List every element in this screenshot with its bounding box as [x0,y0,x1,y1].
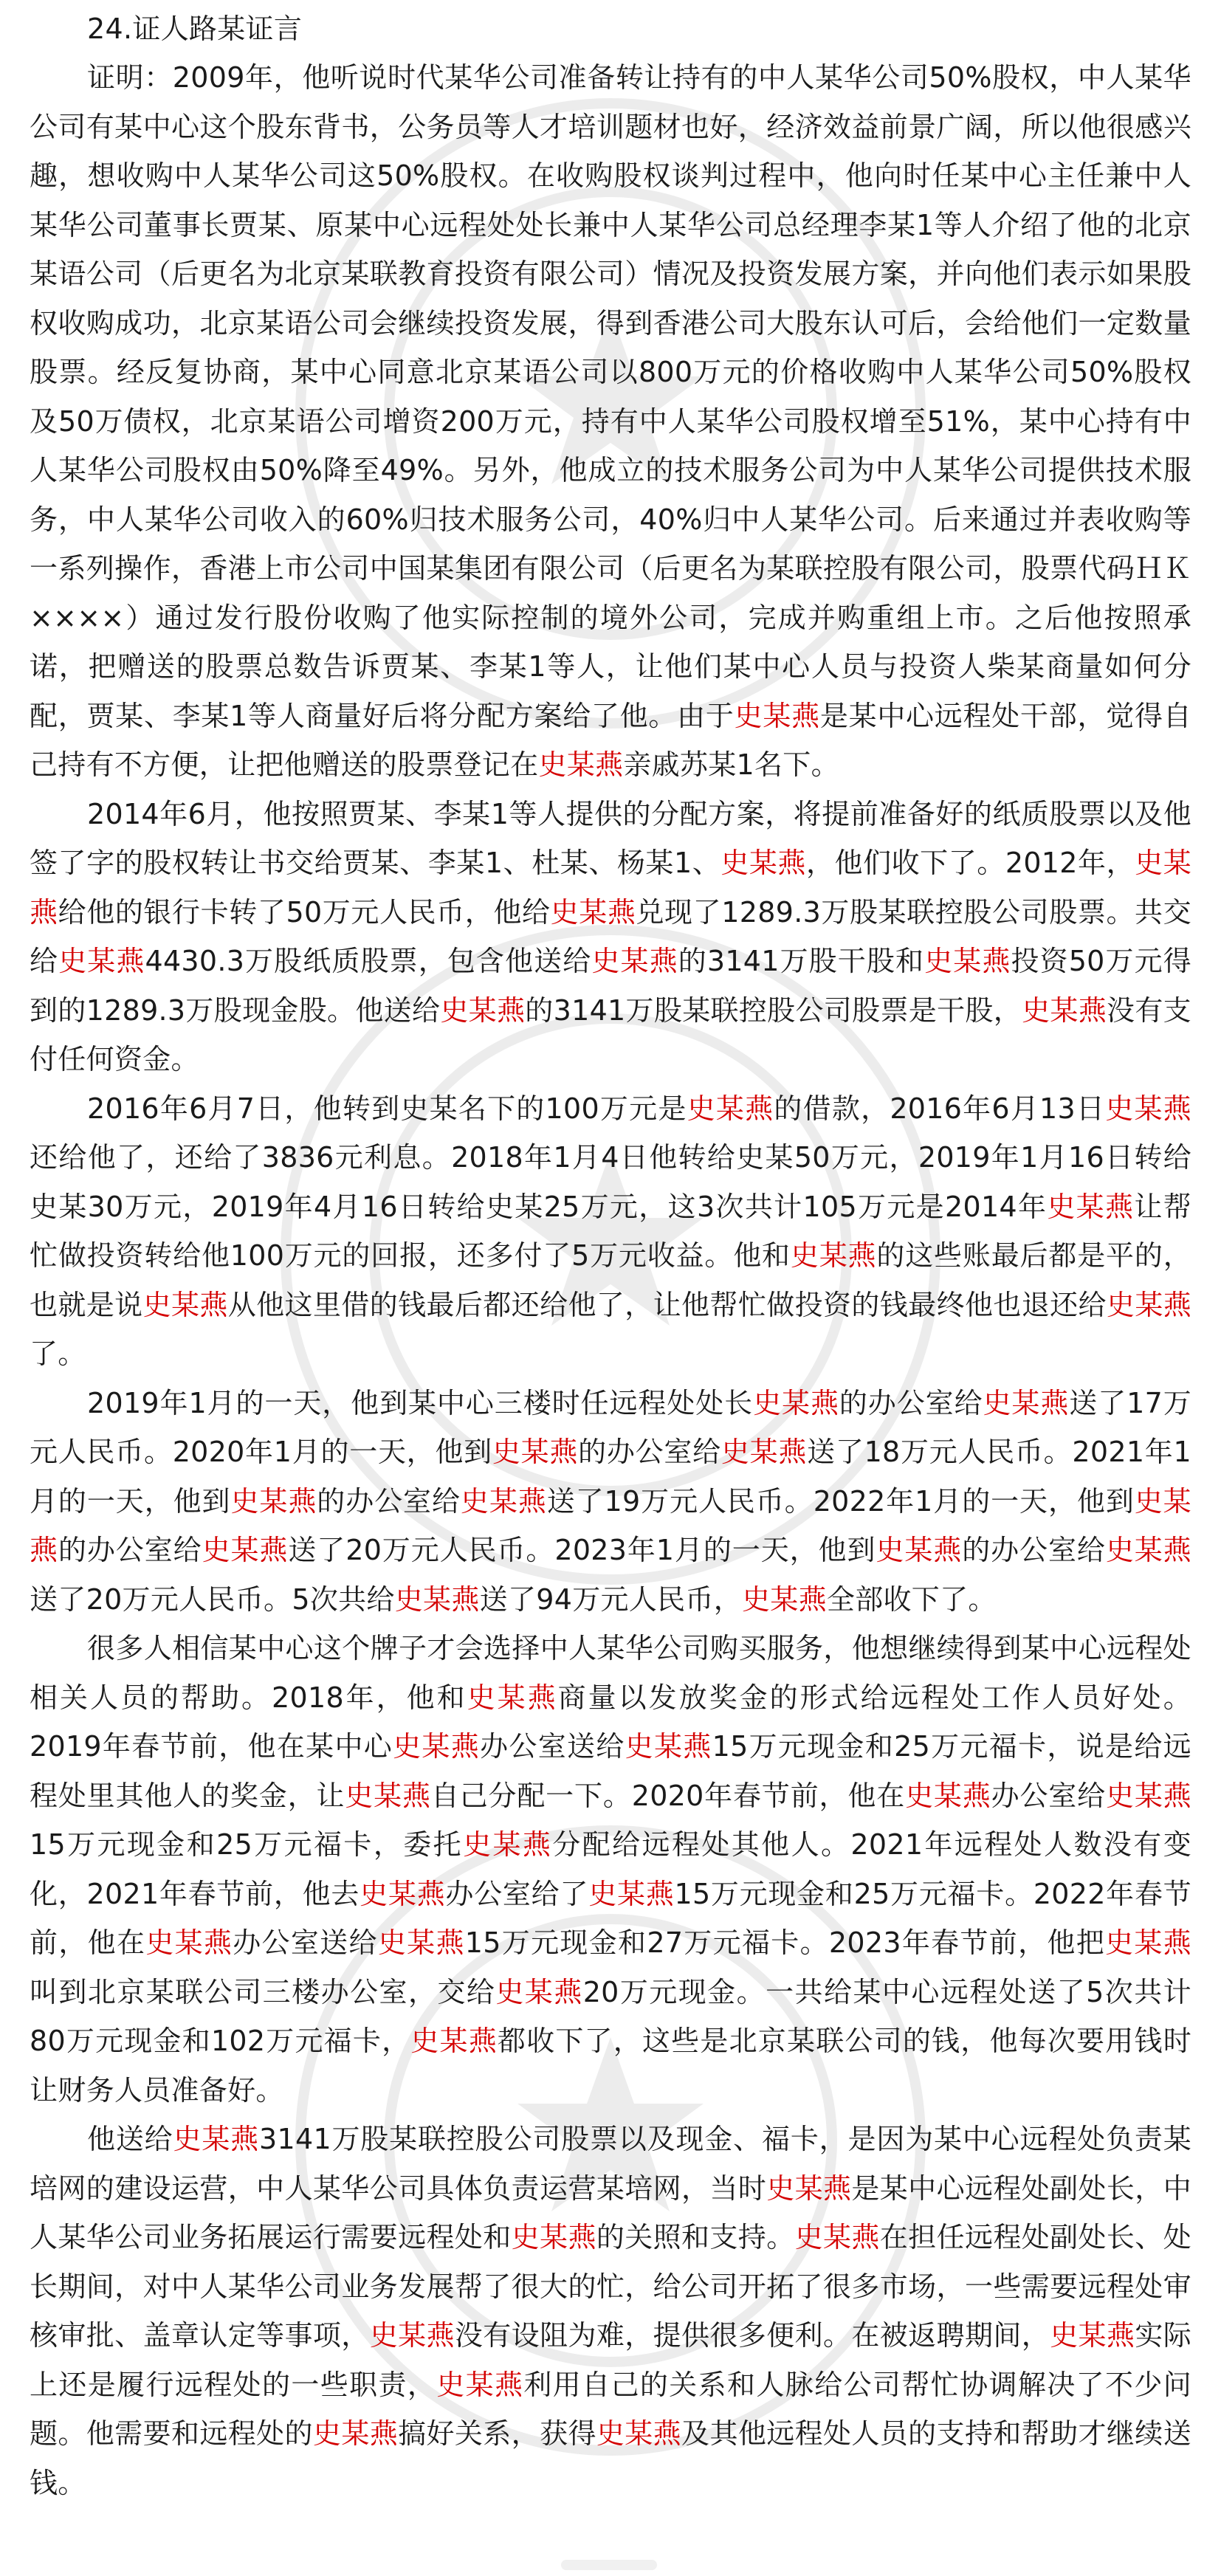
highlighted-name: 史某燕 [460,1484,547,1518]
highlighted-name: 史某燕 [1050,2319,1135,2352]
highlighted-name: 史某燕 [369,2319,455,2352]
text-segment: 叫到北京某联公司三楼办公室，交给 [30,1975,496,2008]
text-segment: 从他这里借的钱最后都还给他了，让他帮忙做投资的钱最终他也退还给 [227,1288,1107,1321]
highlighted-name: 史某燕 [360,1877,446,1910]
text-segment: 送了19万元人民币。2022年1月的一天，他到 [546,1484,1135,1518]
highlighted-name: 史某燕 [511,2221,596,2253]
text-segment: 2016年6月7日，他转到史某名下的100万元是 [87,1092,687,1125]
highlighted-name: 史某燕 [1106,1288,1192,1321]
bottom-scroll-mark [561,2560,657,2570]
highlighted-name: 史某燕 [142,1288,228,1321]
highlighted-name: 史某燕 [345,1779,431,1812]
highlighted-name: 史某燕 [393,1730,481,1763]
text-segment: 还给他了，还给了3836元利息。2018年1月4日他转给史某50万元，2019年1月16日转给史某30万元，2019年4月16日转给史某25万元，这3次共计105万元是2014年 [30,1141,1191,1223]
text-segment: 办公室给了 [445,1877,589,1910]
text-segment: 的办公室给 [58,1534,202,1566]
highlighted-name: 史某燕 [753,1386,839,1419]
text-segment: 20万元现金。一共给某中心远程处送了5次共计80万元现金和102万元福卡， [30,1975,1191,2057]
highlighted-name: 史某燕 [720,847,806,879]
highlighted-name: 史某燕 [463,1828,553,1861]
text-segment: 在担任远程处副处长、处长期间，对中人某华公司业务发展帮了很大的忙，给公司开拓了很多市场，一些需要远程处审核审批、盖章认定等事项， [30,2221,1191,2352]
text-segment: 送了20万元人民币。5次共给 [30,1583,395,1616]
text-segment: 商量以发放奖金的形式给远程处工作人员好处。2019年春节前，他在某中心 [30,1681,1191,1763]
highlighted-name: 史某燕 [58,945,145,977]
highlighted-name: 史某燕 [794,2221,880,2253]
highlighted-name: 史某燕 [742,1583,827,1616]
paragraph-1 [30,53,1191,790]
text-segment: 证明：2009年，他听说时代某华公司准备转让持有的中人某华公司50%股权，中人某华公司有某中心这个股东背书，公务员等人才培训题材也好，经济效益前景广阔，所以他很感兴趣，想收购中人某华公司这50%股权。在收购股权谈判过程中，他向时任某中心主任兼中人某华公司董事长贾某、原某中心远程处处长兼中人某华公司总经理李某1等人介绍了他的北京某语公司（后更名为北京某联教育投资有限公司）情况及投资发展方案，并向他们表示如果股权收购成功，北京某语公司会继续投资发展，得到香港公司大股东认可后，会给他们一定数量股票。经反复协商，某中心同意北京某语公司以800万元的价格收购中人某华公司50%股权及50万债权，北京某语公司增资200万元，持有中人某华公司股权增至51%，某中心持有中人某华公司股权由50%降至49%。另外，他成立的技术服务公司为中人某华公司提供技术服务，中人某华公司收入的60%归技术服务公司，40%归中人某华公司。后来通过并表收购等一系列操作，香港上市公司中国某集团有限公司（后更名为某联控股有限公司，股票代码ＨＫ××××）通过发行股份收购了他实际控制的境外公司，完成并购重组上市。之后他按照承诺，把赠送的股票总数告诉贾某、李某1等人，让他们某中心人员与投资人柴某商量如何分配，贾某、李某1等人商量好后将分配方案给了他。由于 [30,61,1191,732]
highlighted-name: 史某燕 [173,2123,260,2155]
text-segment: 没有支付任何资金。 [30,993,1191,1075]
text-segment: 给他的银行卡转了50万元人民币，他给 [58,895,551,929]
highlighted-name: 史某燕 [1105,1092,1191,1125]
paragraph-4 [30,1379,1191,1625]
highlighted-name: 史某燕 [1105,1926,1191,1959]
text-segment: 了。 [30,1337,86,1370]
text-segment: ，他们收下了。2012年， [805,847,1135,879]
text-segment: 全部收下了。 [826,1583,997,1616]
highlighted-name: 史某燕 [1022,993,1107,1027]
highlighted-name: 史某燕 [436,2368,524,2401]
text-segment: 自己分配一下。2020年春节前，他在 [430,1779,906,1812]
document-body [30,0,1191,2507]
text-segment: 的3141万股干股和 [678,945,925,977]
text-segment: 他送给 [87,2123,173,2155]
highlighted-name: 史某燕 [588,1877,675,1910]
paragraph-2 [30,790,1191,1084]
highlighted-name: 史某燕 [720,1436,808,1468]
text-segment: 的3141万股某联控股公司股票是干股， [525,993,1022,1027]
text-segment: 让帮忙做投资转给他100万元的回报，还多付了5万元收益。他和 [30,1190,1191,1272]
text-segment: 的这些账最后都是平的，也就是说 [30,1239,1191,1321]
text-segment: 投资50万元得到的1289.3万股现金股。他送给 [30,945,1191,1027]
text-segment: 搞好关系，获得 [398,2417,596,2450]
highlighted-name: 史某燕 [766,2172,852,2205]
text-segment: 的办公室给 [962,1534,1106,1566]
highlighted-name: 史某燕 [467,1681,558,1714]
text-segment: 很多人相信某中心这个牌子才会选择中人某华公司购买服务，他想继续得到某中心远程处相关人员的帮助。2018年，他和 [30,1632,1191,1714]
text-segment: 15万元现金和27万元福卡。2023年春节前，他把 [464,1926,1106,1959]
text-segment: 4430.3万股纸质股票，包含他送给 [145,945,592,977]
paragraph-5 [30,1624,1191,2115]
highlighted-name: 史某燕 [1047,1190,1135,1223]
text-segment: 是某中心远程处副处长，中人某华公司业务拓展运行需要远程处和 [30,2172,1192,2253]
highlighted-name: 史某燕 [394,1583,480,1616]
text-segment: 15万元现金和25万元福卡，委托 [30,1828,464,1861]
text-segment: 兑现了1289.3万股某联控股公司股票。共交给 [30,895,1191,977]
paragraph-3 [30,1084,1191,1379]
text-segment: 的借款，2016年6月13日 [774,1092,1106,1125]
text-segment: 的办公室给 [578,1436,721,1468]
highlighted-name: 史某燕 [550,895,636,929]
highlighted-name: 史某燕 [492,1436,579,1468]
text-segment: 没有设阻为难，提供很多便利。在被返聘期间， [454,2319,1050,2352]
highlighted-name: 史某燕 [440,993,526,1027]
highlighted-name: 史某燕 [1105,1534,1191,1566]
document-paragraphs [30,53,1191,2507]
text-segment: 2014年6月，他按照贾某、李某1等人提供的分配方案，将提前准备好的纸质股票以及他签了字的股权转让书交给贾某、李某1、杜某、杨某1、 [30,797,1191,879]
highlighted-name: 史某燕 [905,1779,991,1812]
highlighted-name: 史某燕 [625,1730,712,1763]
text-segment: 2019年1月的一天，他到某中心三楼时任远程处处长 [87,1386,754,1419]
highlighted-name: 史某燕 [924,945,1011,977]
highlighted-name: 史某燕 [591,945,678,977]
text-segment: 15万元现金和25万元福卡。2022年春节前，他在 [30,1877,1191,1959]
text-segment: 15万元现金和25万元福卡，说是给远程处里其他人的奖金，让 [30,1730,1191,1812]
highlighted-name: 史某燕 [377,1926,465,1959]
text-segment: 分配给远程处其他人。2021年远程处人数没有变化，2021年春节前，他去 [30,1828,1192,1910]
text-segment: 及其他远程处人员的支持和帮助才继续送钱。 [30,2417,1192,2499]
highlighted-name: 史某燕 [30,847,1191,929]
highlighted-name: 史某燕 [687,1092,774,1125]
text-segment: 的办公室给 [317,1484,461,1518]
highlighted-name: 史某燕 [1105,1779,1191,1812]
highlighted-name: 史某燕 [983,1386,1070,1419]
text-segment: 亲戚苏某1名下。 [623,748,839,781]
text-segment: 送了20万元人民币。2023年1月的一天，他到 [288,1534,876,1566]
highlighted-name: 史某燕 [410,2025,498,2057]
text-segment: 3141万股某联控股公司股票以及现金、福卡，是因为某中心远程处负责某培网的建设运营，中人某华公司具体负责运营某培网，当时 [30,2123,1191,2205]
paragraph-6 [30,2115,1191,2507]
text-segment: 是某中心远程处干部，觉得自己持有不方便，让把他赠送的股票登记在 [30,699,1191,781]
text-segment: 送了94万元人民币， [479,1583,742,1616]
text-segment: 办公室送给 [480,1730,625,1763]
highlighted-name: 史某燕 [230,1484,317,1518]
highlighted-name: 史某燕 [312,2417,399,2450]
highlighted-name: 史某燕 [876,1534,963,1566]
highlighted-name: 史某燕 [734,699,820,732]
highlighted-name: 史某燕 [145,1926,233,1959]
text-segment: 办公室送给 [233,1926,378,1959]
document-title: 24.证人路某证言 [87,13,303,45]
highlighted-name: 史某燕 [538,748,624,781]
highlighted-name: 史某燕 [495,1975,583,2008]
highlighted-name: 史某燕 [30,1484,1191,1566]
text-segment: 利用自己的关系和人脉给公司帮忙协调解决了不少问题。他需要和远程处的 [30,2368,1192,2450]
text-segment: 办公室给 [991,1779,1106,1812]
highlighted-name: 史某燕 [790,1239,877,1272]
text-segment: 实际上还是履行远程处的一些职责， [30,2319,1192,2401]
text-segment: 都收下了，这些是北京某联公司的钱，他每次要用钱时让财务人员准备好。 [30,2025,1191,2107]
text-segment: 的办公室给 [839,1386,983,1419]
text-segment: 送了17万元人民币。2020年1月的一天，他到 [30,1386,1192,1468]
text-segment: 送了18万元人民币。2021年1月的一天，他到 [30,1436,1191,1518]
highlighted-name: 史某燕 [596,2417,682,2450]
highlighted-name: 史某燕 [202,1534,289,1566]
text-segment: 的关照和支持。 [596,2221,795,2253]
